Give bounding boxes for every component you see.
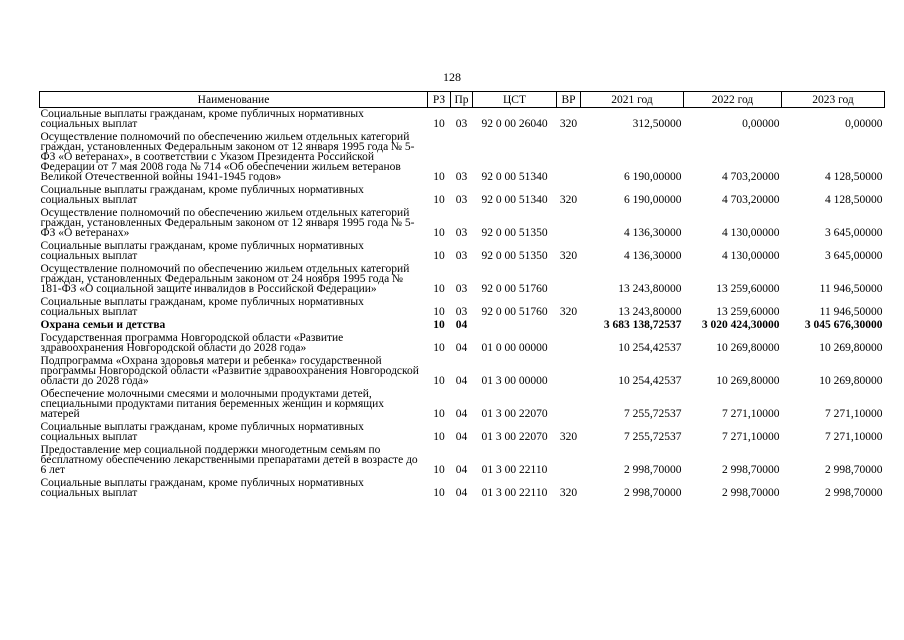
row-value-2021: 4 136,30000 [624,250,682,262]
row-rz: 10 [433,306,445,318]
row-rz: 10 [433,464,445,476]
row-value-2022: 4 130,00000 [722,250,780,262]
row-vr [557,444,581,477]
row-value-2022: 10 269,80000 [716,375,780,387]
row-name: Социальные выплаты гражданам, кроме публичных нормативных социальных выплат [40,184,364,206]
row-rz: 10 [433,375,445,387]
row-value-2022: 4 130,00000 [722,227,780,239]
row-vr: 320 [559,431,578,443]
row-pr: 03 [455,283,468,295]
row-value-2021: 13 243,80000 [618,283,682,295]
row-vr [557,355,581,388]
table-row [40,108,885,132]
row-vr: 320 [559,250,578,262]
row-rz: 10 [433,171,445,183]
table-row [40,240,885,263]
row-rz: 10 [433,118,445,130]
row-value-2022: 7 271,10000 [722,431,780,443]
row-value-2021: 13 243,80000 [618,306,682,318]
row-pr: 04 [455,319,468,331]
row-name: Социальные выплаты гражданам, кроме публичных нормативных социальных выплат [40,240,364,262]
column-header-pr: Пр [451,92,473,108]
table-row [40,388,885,421]
row-vr [557,332,581,355]
row-rz: 10 [433,319,445,331]
row-vr: 320 [559,487,578,499]
column-header-2023: 2023 год [782,92,885,108]
row-name: Социальные выплаты гражданам, кроме публичных нормативных социальных выплат [40,421,364,443]
row-rz: 10 [433,283,445,295]
row-value-2021: 6 190,00000 [624,194,682,206]
row-value-2023: 3 045 676,30000 [804,319,883,331]
row-name: Социальные выплаты гражданам, кроме публичных нормативных социальных выплат [40,108,364,130]
table-row [40,355,885,388]
row-value-2023: 11 946,50000 [819,306,883,318]
row-value-2022: 2 998,70000 [722,487,780,499]
row-pr: 03 [455,171,468,183]
table-header-row [40,92,885,108]
row-value-2021: 10 254,42537 [618,342,682,354]
row-value-2022: 13 259,60000 [716,306,780,318]
row-name: Осуществление полномочий по обеспечению жильем отдельных категорий граждан, установленных Федеральным законом от 12 января 1995 года № 5-ФЗ «О ветеранах» [40,207,415,239]
row-rz: 10 [433,194,445,206]
row-rz: 10 [433,227,445,239]
row-cst: 92 0 00 51340 [481,171,548,183]
row-cst: 92 0 00 51340 [481,194,548,206]
row-rz: 10 [433,487,445,499]
row-name: Осуществление полномочий по обеспечению жильем отдельных категорий граждан, установленных Федеральным законом от 12 января 1995 года № 5-ФЗ «О ветеранах», в соответствии с Указом Президента Российской Федерации от 7 мая 2008 года № 714 «Об обеспечении жильем ветеранов Великой Отечественной войны 1941-1945 годов» [40,131,415,183]
table-row [40,319,885,332]
row-cst: 92 0 00 26040 [481,118,548,130]
row-value-2021: 10 254,42537 [618,375,682,387]
row-name: Охрана семьи и детства [40,319,166,331]
row-vr: 320 [559,194,578,206]
row-cst [473,319,557,332]
row-cst: 92 0 00 51760 [481,306,548,318]
row-name: Социальные выплаты гражданам, кроме публичных нормативных социальных выплат [40,477,364,499]
column-header-vr: ВР [557,92,581,108]
row-value-2023: 4 128,50000 [825,194,883,206]
row-vr [557,131,581,184]
table-row [40,207,885,240]
row-pr: 04 [455,342,468,354]
page-number: 128 [443,70,461,84]
row-pr: 03 [455,250,468,262]
row-rz: 10 [433,408,445,420]
row-rz: 10 [433,431,445,443]
column-header-2022: 2022 год [684,92,782,108]
row-value-2023: 4 128,50000 [825,171,883,183]
row-value-2023: 7 271,10000 [825,408,883,420]
row-value-2022: 3 020 424,30000 [701,319,780,331]
row-value-2021: 6 190,00000 [624,171,682,183]
column-header-2021: 2021 год [581,92,684,108]
row-value-2023: 2 998,70000 [825,487,883,499]
row-value-2021: 7 255,72537 [624,408,682,420]
row-cst: 01 3 00 22110 [481,464,548,476]
row-vr [557,319,581,332]
table-row [40,184,885,207]
column-header-rz: РЗ [428,92,451,108]
table-body [40,108,885,501]
row-value-2022: 4 703,20000 [722,194,780,206]
row-cst: 01 3 00 22070 [481,431,548,443]
column-header-name: Наименование [40,92,428,108]
row-cst: 92 0 00 51760 [481,283,548,295]
row-name: Подпрограмма «Охрана здоровья матери и ребенка» государственной программы Новгородской области «Развитие здравоохранения Новгородской области до 2028 года» [40,355,419,387]
row-name: Социальные выплаты гражданам, кроме публичных нормативных социальных выплат [40,296,364,318]
row-value-2023: 2 998,70000 [825,464,883,476]
row-rz: 10 [433,250,445,262]
row-vr [557,388,581,421]
row-pr: 04 [455,431,468,443]
row-cst: 92 0 00 51350 [481,227,548,239]
table-row [40,444,885,477]
row-cst: 01 0 00 00000 [481,342,548,354]
table-row [40,477,885,500]
row-value-2021: 7 255,72537 [624,431,682,443]
row-pr: 04 [455,408,468,420]
row-cst: 01 3 00 22110 [481,487,548,499]
row-cst: 01 3 00 00000 [481,375,548,387]
row-vr [557,207,581,240]
row-value-2023: 10 269,80000 [819,342,883,354]
row-cst: 01 3 00 22070 [481,408,548,420]
row-name: Предоставление мер социальной поддержки многодетным семьям по бесплатному обеспечению лекарственными препаратами детей в возрасте до 6 лет [40,444,418,476]
row-name: Осуществление полномочий по обеспечению жильем отдельных категорий граждан, установленных Федеральным законом от 24 ноября 1995 года № 181-ФЗ «О социальной защите инвалидов в Российской Федерации» [40,263,410,295]
row-value-2021: 2 998,70000 [624,487,682,499]
budget-table [39,91,885,500]
row-value-2023: 3 645,00000 [825,250,883,262]
row-cst: 92 0 00 51350 [481,250,548,262]
row-pr: 03 [455,306,468,318]
table-row [40,263,885,296]
row-value-2022: 2 998,70000 [722,464,780,476]
row-value-2023: 10 269,80000 [819,375,883,387]
row-value-2022: 7 271,10000 [722,408,780,420]
row-value-2023: 7 271,10000 [825,431,883,443]
row-pr: 04 [455,487,468,499]
row-pr: 03 [455,118,468,130]
row-name: Государственная программа Новгородской области «Развитие здравоохранения Новгородской области до 2028 года» [40,332,344,354]
row-value-2023: 0,00000 [845,118,883,130]
row-value-2023: 3 645,00000 [825,227,883,239]
column-header-cst: ЦСТ [473,92,557,108]
row-name: Обеспечение молочными смесями и молочными продуктами детей, специальными продуктами питания беременных женщин и кормящих матерей [40,388,385,420]
row-value-2021: 4 136,30000 [624,227,682,239]
row-value-2021: 312,50000 [632,118,682,130]
row-vr: 320 [559,118,578,130]
row-value-2023: 11 946,50000 [819,283,883,295]
table-row [40,421,885,444]
row-vr [557,263,581,296]
row-pr: 04 [455,375,468,387]
table-row [40,296,885,319]
row-value-2022: 0,00000 [742,118,780,130]
row-pr: 04 [455,464,468,476]
row-value-2021: 2 998,70000 [624,464,682,476]
row-value-2022: 10 269,80000 [716,342,780,354]
row-rz: 10 [433,342,445,354]
row-value-2022: 13 259,60000 [716,283,780,295]
row-value-2021: 3 683 138,72537 [603,319,682,331]
table-row [40,131,885,184]
row-vr: 320 [559,306,578,318]
row-pr: 03 [455,194,468,206]
table-row [40,332,885,355]
row-pr: 03 [455,227,468,239]
row-value-2022: 4 703,20000 [722,171,780,183]
